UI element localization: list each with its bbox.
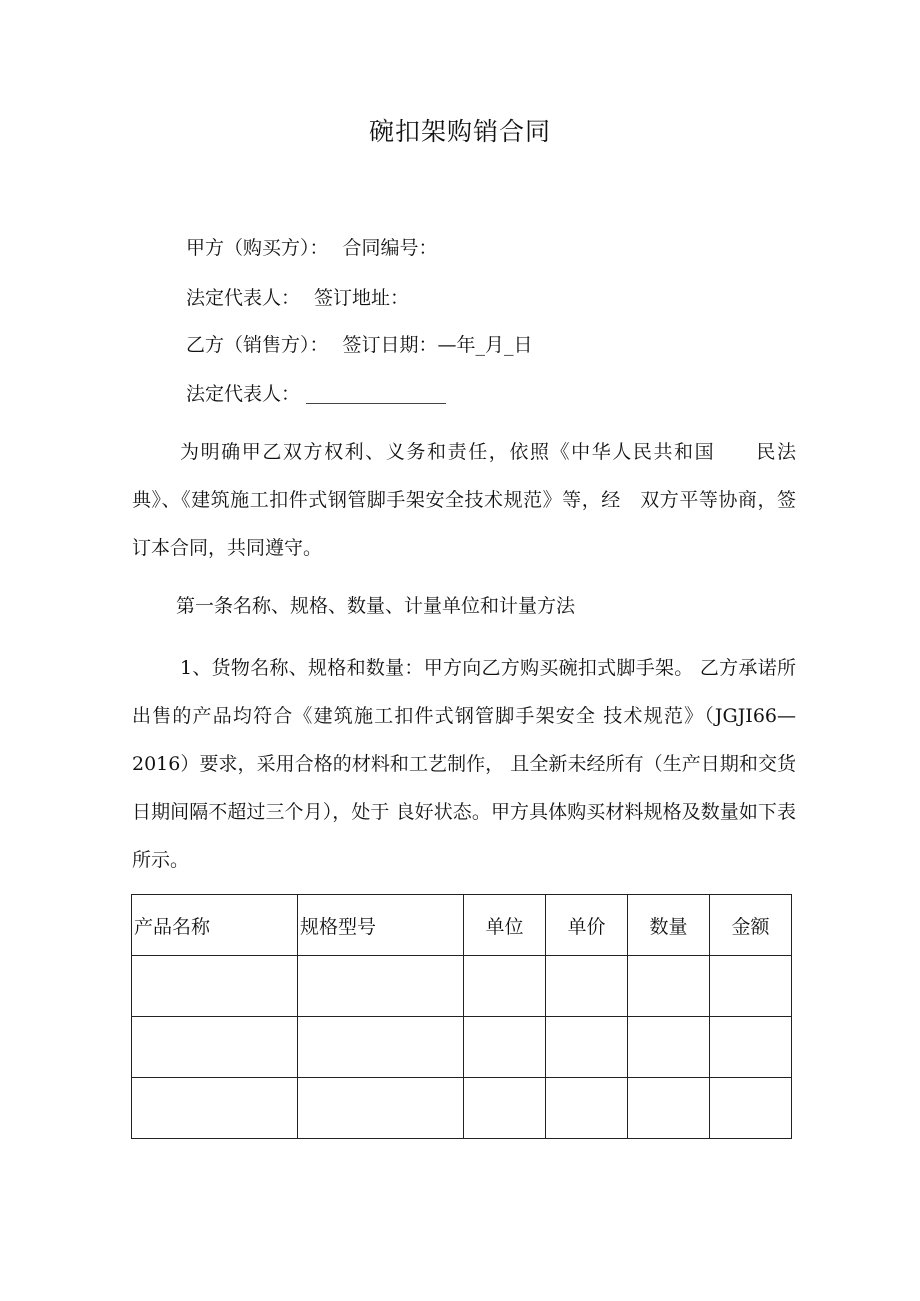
sign-address-label: 签订地址：: [314, 287, 410, 309]
buyer-line: [186, 234, 438, 262]
table-cell[interactable]: [132, 956, 298, 1017]
table-cell[interactable]: [546, 956, 628, 1017]
article-1-heading: 第一条名称、规格、数量、计量单位和计量方法: [176, 595, 576, 617]
preamble-paragraph: 为明确甲乙双方权利、义务和责任，依照《中华人民共和国 民法典》、《建筑施工扣件式钢管脚手架安全技术规范》等，经 双方平等协商，签订本合同，共同遵守。: [132, 441, 796, 559]
table-cell[interactable]: [298, 956, 464, 1017]
table-cell[interactable]: [464, 956, 546, 1017]
table-cell[interactable]: [132, 1078, 298, 1139]
table-cell[interactable]: [546, 1017, 628, 1078]
table-cell[interactable]: [709, 1017, 791, 1078]
contract-number-label: 合同编号：: [342, 237, 438, 259]
goods-table: [131, 894, 792, 1139]
table-cell[interactable]: [709, 956, 791, 1017]
column-header-unit-price: 单价: [546, 895, 628, 956]
seller-line: [186, 331, 533, 359]
table-row: [132, 956, 792, 1017]
table-cell[interactable]: [546, 1078, 628, 1139]
article-1-clause-1: 1、货物名称、规格和数量：甲方向乙方购买碗扣式脚手架。 乙方承诺所出售的产品均符合《建筑施工扣件式钢管脚手架安全 技术规范》（JGJI66—2016）要求，采用合格的材料和工艺制作， 且全新未经所有（生产日期和交货日期间隔不超过三个月），处于 良好状态。甲方具体购买材料规格及数量如下表所示。: [132, 657, 796, 871]
table-cell[interactable]: [628, 1078, 710, 1139]
column-header-spec-model: 规格型号: [298, 895, 464, 956]
table-cell[interactable]: [628, 956, 710, 1017]
buyer-representative-label: 法定代表人：: [186, 287, 301, 309]
table-cell[interactable]: [464, 1078, 546, 1139]
column-header-unit: 单位: [464, 895, 546, 956]
seller-representative-blank: [306, 383, 446, 404]
seller-representative-line: [186, 380, 446, 408]
buyer-label: 甲方（购买方）：: [186, 237, 329, 259]
column-header-product-name: 产品名称: [132, 895, 298, 956]
column-header-quantity: 数量: [628, 895, 710, 956]
table-cell[interactable]: [464, 1017, 546, 1078]
seller-label: 乙方（销售方）：: [186, 334, 329, 356]
document-title: 碗扣架购销合同: [368, 117, 551, 146]
column-header-amount: 金额: [709, 895, 791, 956]
table-cell[interactable]: [298, 1078, 464, 1139]
seller-representative-label: 法定代表人：: [186, 383, 301, 405]
table-cell[interactable]: [298, 1017, 464, 1078]
table-row: [132, 1078, 792, 1139]
table-row: [132, 1017, 792, 1078]
buyer-representative-line: [186, 284, 409, 312]
sign-date-label: 签订日期：—年_月_日: [342, 334, 533, 356]
table-cell[interactable]: [709, 1078, 791, 1139]
table-header-row: [132, 895, 792, 956]
table-cell[interactable]: [628, 1017, 710, 1078]
table-cell[interactable]: [132, 1017, 298, 1078]
